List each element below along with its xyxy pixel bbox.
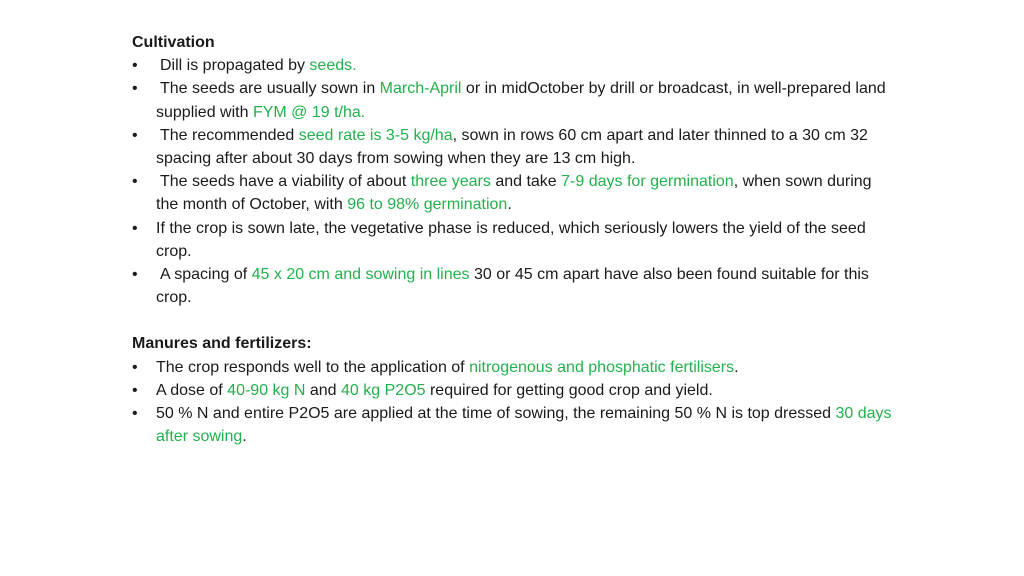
- bullet-item: [132, 124, 892, 170]
- bullet-icon: •: [132, 173, 138, 191]
- bullet-icon: •: [132, 57, 138, 75]
- bullet-item: [132, 217, 892, 263]
- bullet-text: .: [507, 196, 512, 214]
- highlighted-text: 30 days after sowing: [156, 405, 892, 446]
- bullet-text: If the crop is sown late, the vegetative phase is reduced, which seriously lowers the yield of the seed crop.: [156, 219, 866, 260]
- manures-list: [132, 356, 892, 449]
- bullet-text: and: [305, 381, 342, 399]
- bullet-item: [132, 54, 892, 77]
- slide-content: [132, 31, 892, 448]
- bullet-icon: •: [132, 266, 138, 284]
- highlighted-text: three years: [410, 173, 491, 191]
- bullet-text: The seeds have a viability of about: [160, 173, 411, 191]
- bullet-icon: •: [132, 80, 138, 98]
- highlighted-text: 45 x 20 cm and sowing in lines: [251, 266, 470, 284]
- bullet-icon: •: [132, 126, 138, 144]
- bullet-text: , when sown during the month of October, with: [156, 173, 872, 214]
- bullet-text: 30 or 45 cm apart have also been found suitable for this crop.: [156, 266, 869, 307]
- highlighted-text: 96 to 98% germination: [347, 196, 508, 214]
- bullet-item: [132, 379, 892, 402]
- section-spacer: [132, 309, 892, 332]
- highlighted-text: seed rate is 3-5 kg/ha: [298, 126, 453, 144]
- highlighted-text: 40-90 kg N: [227, 381, 306, 399]
- highlighted-text: FYM @ 19 t/ha.: [252, 103, 366, 121]
- bullet-text: , sown in rows 60 cm apart and later thinned to a 30 cm 32 spacing after about 30 days from sowing when they are 13 cm high.: [156, 126, 868, 168]
- bullet-text: The recommended: [160, 126, 299, 144]
- bullet-text: .: [242, 428, 247, 446]
- bullet-item: [132, 356, 892, 379]
- bullet-icon: •: [132, 381, 138, 399]
- highlighted-text: March-April: [379, 80, 462, 98]
- bullet-item: [132, 263, 892, 309]
- cultivation-list: [132, 54, 892, 309]
- manures-heading: Manures and fertilizers:: [132, 335, 312, 353]
- bullet-item: [132, 77, 892, 123]
- highlighted-text: 40 kg P2O5: [341, 381, 426, 399]
- bullet-icon: •: [132, 405, 138, 423]
- bullet-text: The seeds are usually sown in: [160, 80, 380, 98]
- bullet-icon: •: [132, 219, 138, 237]
- highlighted-text: nitrogenous and phosphatic fertilisers: [469, 358, 735, 376]
- bullet-text: The crop responds well to the application of: [156, 358, 470, 376]
- bullet-text: or in midOctober by drill or broadcast, in well-prepared land supplied with: [156, 80, 886, 121]
- bullet-text: .: [734, 358, 739, 376]
- bullet-text: required for getting good crop and yield.: [425, 381, 713, 399]
- highlighted-text: seeds.: [309, 57, 357, 75]
- cultivation-heading: Cultivation: [132, 34, 215, 51]
- bullet-text: A spacing of: [160, 266, 252, 284]
- bullet-item: [132, 170, 892, 216]
- bullet-item: [132, 402, 892, 448]
- bullet-text: and take: [490, 173, 562, 191]
- bullet-icon: •: [132, 358, 138, 376]
- bullet-text: Dill is propagated by: [160, 57, 310, 75]
- bullet-text: A dose of: [156, 381, 228, 399]
- highlighted-text: 7-9 days for germination: [561, 173, 734, 191]
- bullet-text: 50 % N and entire P2O5 are applied at the time of sowing, the remaining 50 % N is top dressed: [156, 405, 836, 423]
